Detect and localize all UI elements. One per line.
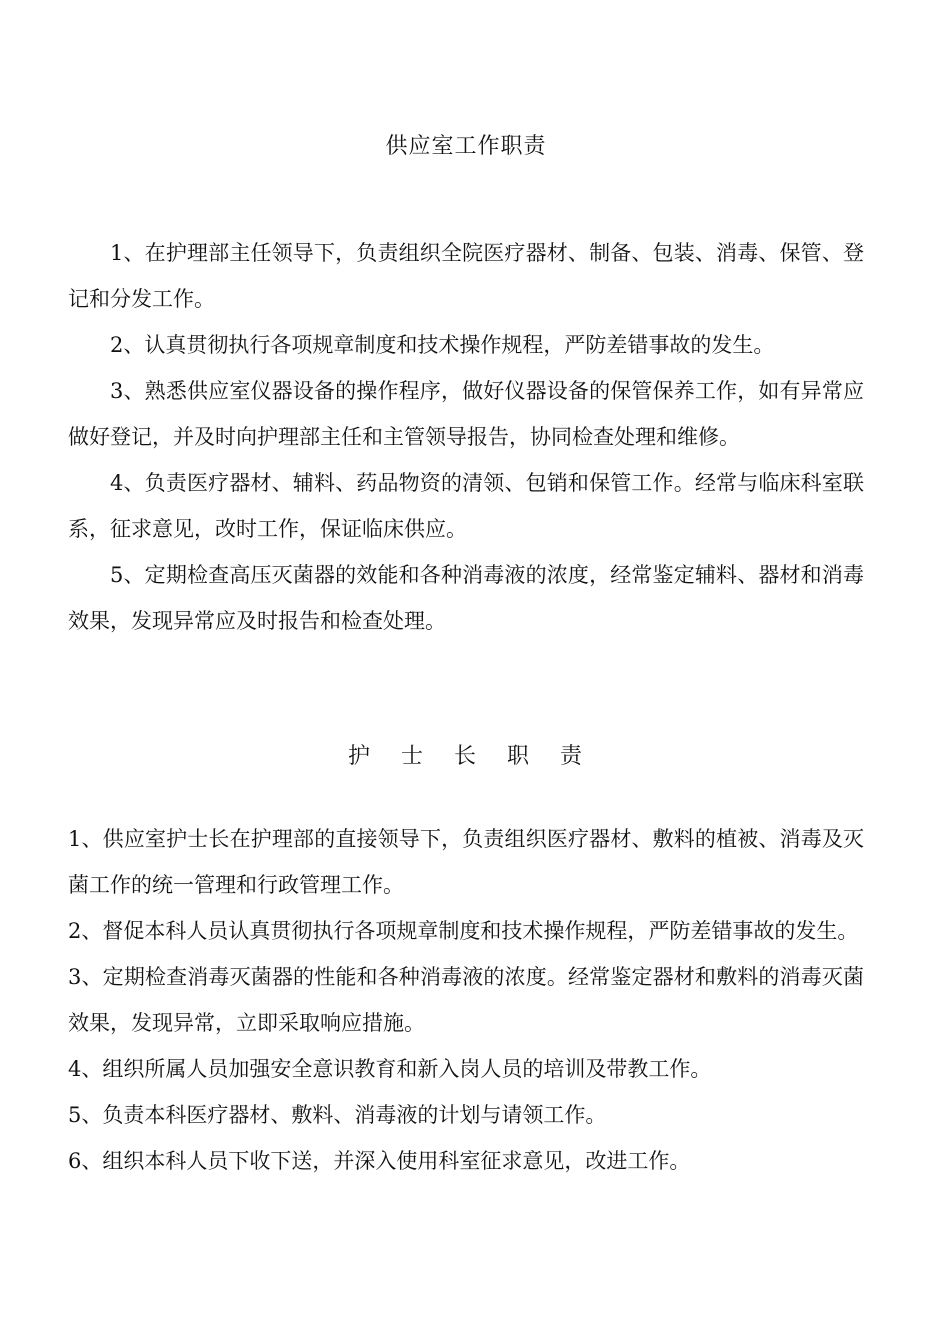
section-title-head-nurse-duties: 护 士 长 职 责 [348, 744, 594, 769]
head-nurse-duty-item-2: 2、督促本科人员认真贯彻执行各项规章制度和技术操作规程，严防差错事故的发生。 [68, 919, 859, 943]
duty-item-5: 5、定期检查高压灭菌器的效能和各种消毒液的浓度，经常鉴定辅料、器材和消毒效果，发现异常应及时报告和检查处理。 [68, 563, 864, 633]
section-head-nurse-duties [68, 816, 864, 1184]
duty-item-3: 3、熟悉供应室仪器设备的操作程序，做好仪器设备的保管保养工作，如有异常应做好登记，并及时向护理部主任和主管领导报告，协同检查处理和维修。 [68, 379, 864, 449]
head-nurse-duty-item-3: 3、定期检查消毒灭菌器的性能和各种消毒液的浓度。经常鉴定器材和敷料的消毒灭菌效果，发现异常，立即采取响应措施。 [68, 965, 864, 1035]
section-supply-room-duties [68, 230, 864, 644]
duty-item-2: 2、认真贯彻执行各项规章制度和技术操作规程，严防差错事故的发生。 [110, 333, 775, 357]
head-nurse-duty-item-5: 5、负责本科医疗器材、敷料、消毒液的计划与请领工作。 [68, 1103, 607, 1127]
head-nurse-duty-item-4: 4、组织所属人员加强安全意识教育和新入岗人员的培训及带教工作。 [68, 1057, 712, 1081]
head-nurse-duty-item-1: 1、供应室护士长在护理部的直接领导下，负责组织医疗器材、敷料的植被、消毒及灭菌工作的统一管理和行政管理工作。 [68, 827, 864, 897]
duty-item-4: 4、负责医疗器材、辅料、药品物资的清领、包销和保管工作。经常与临床科室联系，征求意见，改时工作，保证临床供应。 [68, 471, 864, 541]
head-nurse-duty-item-6: 6、组织本科人员下收下送，并深入使用科室征求意见，改进工作。 [68, 1149, 691, 1173]
section-title-supply-room-duties: 供应室工作职责 [385, 134, 547, 159]
duty-item-1: 1、在护理部主任领导下，负责组织全院医疗器材、制备、包装、消毒、保管、登记和分发工作。 [68, 241, 864, 311]
